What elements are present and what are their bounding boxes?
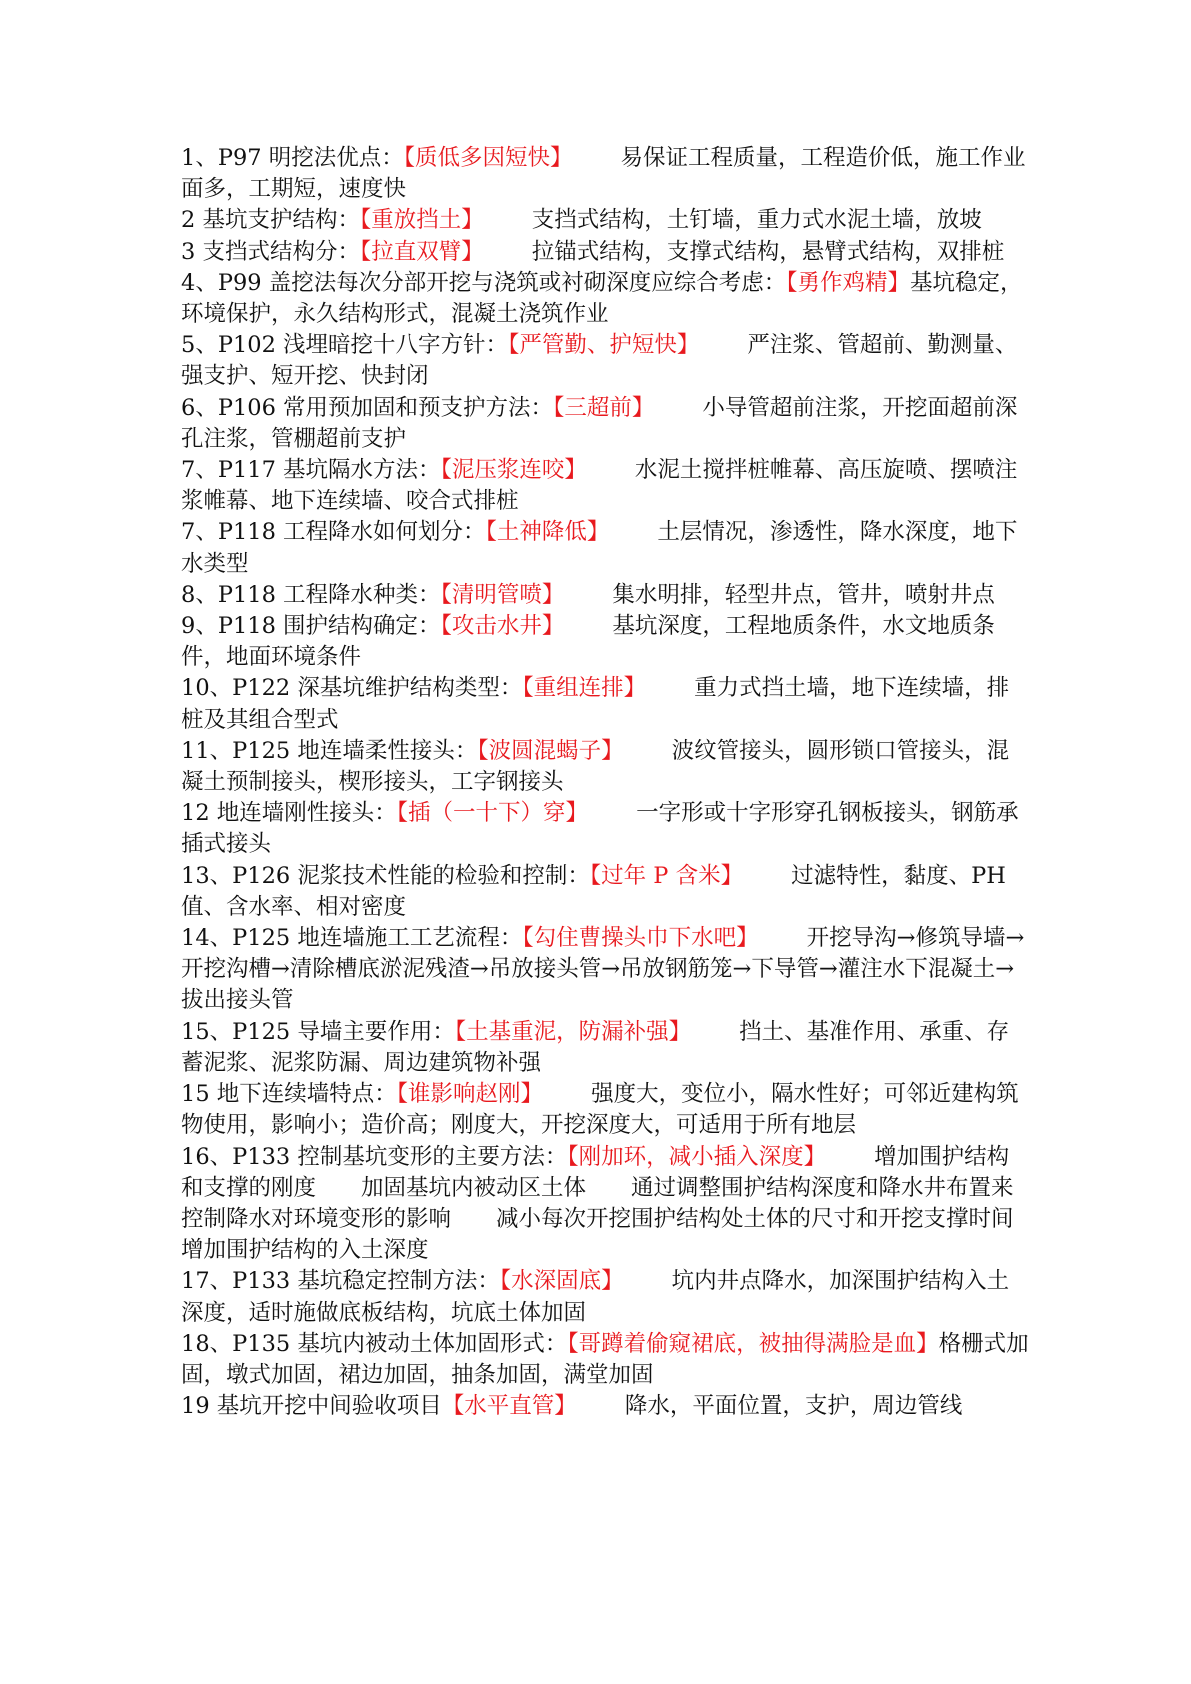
item-mnemonic: 【水深固底】 [499,1268,624,1295]
item-prefix: 19 基坑开挖中间验收项目 [181,1393,442,1420]
item-detail: 一字形或十字形穿孔钢板接头，钢筋承插式接头 [181,800,1019,858]
item-detail: 挡土、基准作用、承重、存蓄泥浆、泥浆防漏、周边建筑物补强 [181,1018,1010,1076]
list-item [181,1017,1031,1079]
item-prefix: 17、P133 基坑稳定控制方法： [181,1268,500,1295]
item-prefix: 14、P125 地连墙施工工艺流程： [181,925,523,952]
item-prefix: 7、P118 工程降水如何划分： [181,519,486,546]
item-detail: 小导管超前注浆，开挖面超前深孔注浆，管棚超前支护 [181,394,1018,452]
list-item [181,1391,1031,1422]
item-prefix: 9、P118 围护结构确定： [181,613,441,640]
list-item [181,861,1031,923]
item-prefix: 3 支挡式结构分： [181,238,360,265]
item-detail: 水泥土搅拌桩帷幕、高压旋喷、摆喷注浆帷幕、地下连续墙、咬合式排桩 [181,457,1018,515]
list-item [181,736,1031,798]
item-mnemonic: 【过年 P 含米】 [589,862,744,889]
item-detail: 易保证工程质量，工程造价低，施工作业面多，工期短，速度快 [181,145,1026,203]
item-mnemonic: 【哥蹲着偷窥裙底，被抽得满脸是血】 [567,1330,939,1357]
item-detail: 重力式挡土墙，地下连续墙，排桩及其组合型式 [181,675,1010,733]
item-prefix: 13、P126 泥浆技术性能的检验和控制： [181,862,590,889]
item-prefix: 16、P133 控制基坑变形的主要方法： [181,1143,568,1170]
item-detail: 过滤特性，黏度、PH 值、含水率、相对密度 [181,862,1006,920]
item-mnemonic: 【插（一十下）穿】 [396,800,589,827]
item-detail: 波纹管接头，圆形锁口管接头，混凝土预制接头，楔形接头，工字钢接头 [181,737,1010,796]
list-item [181,237,1031,268]
list-item [181,1079,1031,1141]
item-prefix: 7、P117 基坑隔水方法： [181,457,441,484]
item-mnemonic: 【严管勤、护短快】 [508,332,700,359]
item-detail: 强度大，变位小，隔水性好；可邻近建构筑物使用，影响小；造价高；刚度大，开挖深度大，可适用于所有地层 [181,1081,1019,1139]
item-mnemonic: 【攻击水井】 [440,613,565,640]
item-detail: 坑内井点降水，加深围护结构入土深度，适时施做底板结构，坑底土体加固 [181,1268,1010,1326]
item-detail: 降水，平面位置，支护，周边管线 [624,1393,963,1420]
item-prefix: 15、P125 导墙主要作用： [181,1018,455,1045]
item-mnemonic: 【重组连排】 [522,675,647,702]
item-prefix: 10、P122 深基坑维护结构类型： [181,675,523,702]
item-mnemonic: 【土神降低】 [485,519,610,546]
item-mnemonic: 【土基重泥，防漏补强】 [454,1018,692,1045]
item-detail: 土层情况，渗透性，降水深度，地下水类型 [181,519,1018,577]
item-detail: 基坑稳定，环境保护，永久结构形式，混凝土浇筑作业 [181,269,1023,328]
item-detail: 支挡式结构，土钉墙，重力式水泥土墙，放坡 [531,207,982,234]
list-item [181,611,1031,673]
item-mnemonic: 【勾住曹操头巾下水吧】 [522,925,759,952]
list-item [181,393,1031,455]
item-mnemonic: 【波圆混蝎子】 [477,737,624,764]
item-prefix: 6、P106 常用预加固和预支护方法： [181,394,554,421]
item-prefix: 12 地连墙刚性接头： [181,800,397,827]
item-prefix: 18、P135 基坑内被动土体加固形式： [181,1330,568,1357]
study-notes [181,143,1059,1422]
item-prefix: 1、P97 明挖法优点： [181,145,404,171]
list-item [181,268,1031,330]
list-item [181,455,1031,517]
item-mnemonic: 【泥压浆连咬】 [440,457,587,484]
item-mnemonic: 【刚加环，减小插入深度】 [567,1143,827,1170]
list-item [181,1266,1031,1328]
list-item [181,1329,1031,1391]
item-mnemonic: 【拉直双臂】 [359,238,484,265]
item-detail: 集水明排，轻型井点，管井，喷射井点 [612,581,995,608]
item-mnemonic: 【勇作鸡精】 [786,269,911,296]
item-detail: 增加围护结构和支撑的刚度 加固基坑内被动区土体 通过调整围护结构深度和降水井布置来控制降水对环境变形的影响 减小每次开挖围护结构处土体的尺寸和开挖支撑时间 增加围护结构的入土深度 [181,1143,1059,1264]
list-item [181,517,1031,579]
list-item [181,205,1031,236]
list-item [181,923,1031,1017]
list-item [181,1142,1059,1267]
item-prefix: 4、P99 盖挖法每次分部开挖与浇筑或衬砌深度应综合考虑： [181,269,787,296]
item-prefix: 2 基坑支护结构： [181,207,360,234]
item-mnemonic: 【清明管喷】 [440,581,565,608]
item-mnemonic: 【质低多因短快】 [403,145,573,171]
item-mnemonic: 【水平直管】 [441,1393,577,1420]
item-detail: 严注浆、管超前、勤测量、强支护、短开挖、快封闭 [181,332,1018,390]
item-detail: 开挖导沟→修筑导墙→开挖沟槽→清除槽底淤泥残渣→吊放接头管→吊放钢筋笼→下导管→灌注水下混凝土→拔出接头管 [181,925,1025,1014]
list-item [181,143,1031,205]
item-detail: 拉锚式结构，支撑式结构，悬臂式结构，双排桩 [531,238,1005,265]
item-prefix: 8、P118 工程降水种类： [181,581,441,608]
item-detail: 格栅式加固，墩式加固，裙边加固，抽条加固，满堂加固 [181,1330,1029,1388]
list-item [181,798,1031,860]
list-item [181,330,1031,392]
item-mnemonic: 【谁影响赵刚】 [396,1081,544,1108]
item-prefix: 15 地下连续墙特点： [181,1081,397,1108]
item-mnemonic: 【三超前】 [553,394,655,421]
item-mnemonic: 【重放挡土】 [359,207,484,234]
item-prefix: 5、P102 浅埋暗挖十八字方针： [181,332,509,359]
list-item [181,580,1031,611]
item-detail: 基坑深度，工程地质条件，水文地质条件，地面环境条件 [181,613,995,671]
list-item [181,673,1031,735]
item-prefix: 11、P125 地连墙柔性接头： [181,737,478,764]
